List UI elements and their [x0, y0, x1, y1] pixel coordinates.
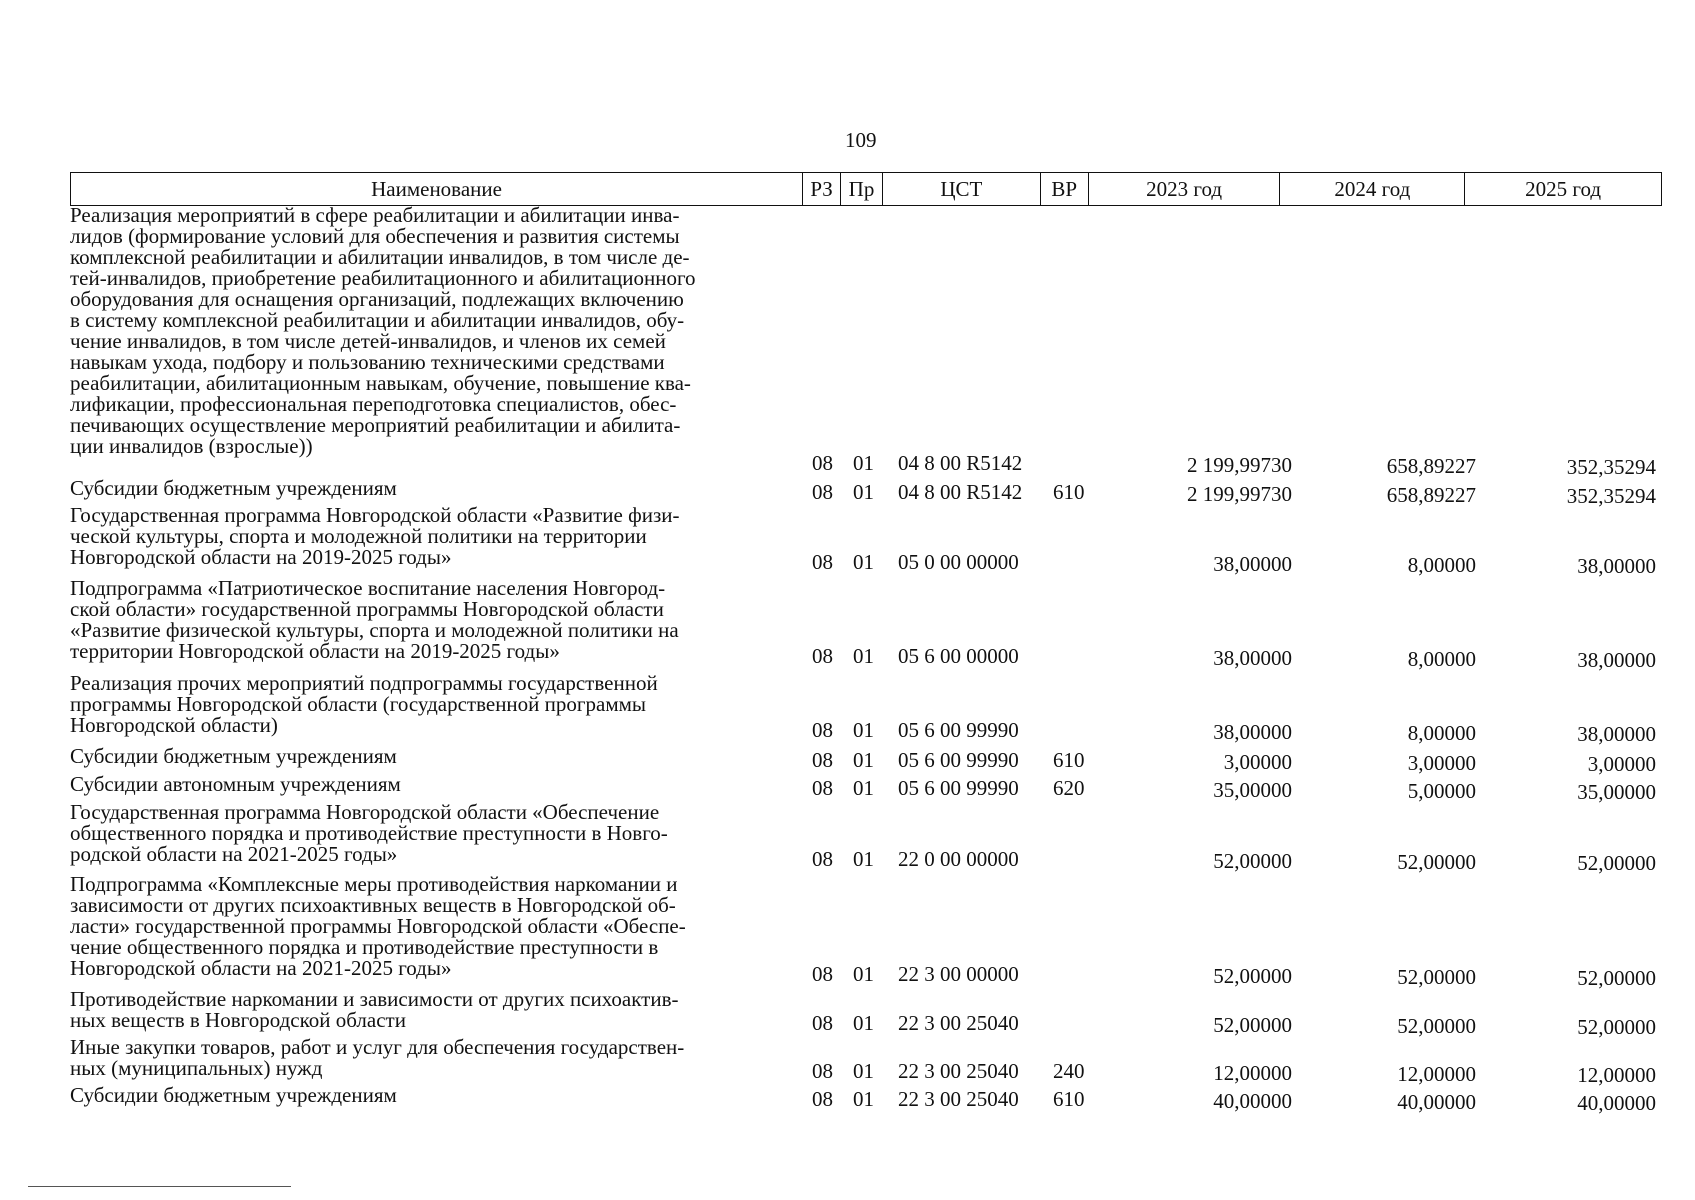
- table-row: [0, 505, 1695, 577]
- row-2025: 52,00000: [1577, 1015, 1656, 1039]
- row-cst: 22 0 00 00000: [898, 847, 1019, 871]
- row-name: Субсидии бюджетным учреждениям: [70, 1083, 397, 1107]
- header-2025: 2025 год: [1525, 176, 1602, 201]
- row-2024: 8,00000: [1407, 721, 1476, 745]
- row-cst: 05 0 00 00000: [898, 550, 1019, 574]
- row-rz: 08: [812, 451, 833, 475]
- row-pr: 01: [853, 748, 874, 772]
- row-2023: 52,00000: [1213, 849, 1292, 873]
- row-pr: 01: [853, 776, 874, 800]
- row-2024: 52,00000: [1397, 850, 1476, 874]
- table-row: [0, 744, 1695, 776]
- row-cst: 22 3 00 25040: [898, 1059, 1019, 1083]
- table-row: [0, 1037, 1695, 1085]
- table-row: [0, 673, 1695, 745]
- row-2025: 38,00000: [1577, 722, 1656, 746]
- row-2025: 352,35294: [1566, 455, 1656, 479]
- row-rz: 08: [812, 748, 833, 772]
- row-2025: 38,00000: [1577, 554, 1656, 578]
- row-name: Государственная программа Новгородской области «Развитие физи- ческой культуры, спорта и молодежной политики на территории Новгородской области на 2019-2025 годы»: [70, 503, 680, 569]
- row-cst: 22 3 00 25040: [898, 1011, 1019, 1035]
- header-2024: 2024 год: [1280, 173, 1465, 205]
- table-header: [70, 172, 1662, 206]
- row-2023: 52,00000: [1213, 964, 1292, 988]
- row-2023: 2 199,99730: [1187, 482, 1292, 506]
- row-2023: 3,00000: [1223, 750, 1292, 774]
- row-2025: 12,00000: [1577, 1063, 1656, 1087]
- row-pr: 01: [853, 644, 874, 668]
- header-vr: ВР: [1041, 173, 1089, 205]
- row-name: Противодействие наркомании и зависимости от других психоактив- ных веществ в Новгородской области: [70, 987, 679, 1032]
- footer-rule: [28, 1186, 291, 1187]
- row-cst: 05 6 00 99990: [898, 776, 1019, 800]
- row-2023: 2 199,99730: [1187, 453, 1292, 477]
- row-cst: 04 8 00 R5142: [898, 451, 1023, 475]
- row-pr: 01: [853, 451, 874, 475]
- header-rz: РЗ: [803, 173, 841, 205]
- row-pr: 01: [853, 1059, 874, 1083]
- row-pr: 01: [853, 1087, 874, 1111]
- page-number: 109: [845, 128, 877, 152]
- row-vr: 240: [1053, 1059, 1085, 1083]
- table-row: [0, 578, 1695, 672]
- row-2023: 38,00000: [1213, 720, 1292, 744]
- row-name: Подпрограмма «Патриотическое воспитание населения Новгород- ской области» государственной программы Новгородской области «Развитие физической культуры, спорта и молодежной политики на территории Новгородской области на 2019-2025 годы»: [70, 576, 679, 663]
- row-name: Субсидии автономным учреждениям: [70, 772, 401, 796]
- row-name: Подпрограмма «Комплексные меры противодействия наркомании и зависимости от других психоактивных веществ в Новгородской об- ласти» государственной программы Новгородской области «Обеспе- чение общественного порядка и противодействие преступности в Новгородской области на 2021-2025 годы»: [70, 872, 686, 980]
- row-cst: 05 6 00 00000: [898, 644, 1019, 668]
- table-row: [0, 772, 1695, 804]
- row-rz: 08: [812, 962, 833, 986]
- row-2025: 35,00000: [1577, 780, 1656, 804]
- row-cst: 22 3 00 25040: [898, 1087, 1019, 1111]
- row-2024: 3,00000: [1407, 751, 1476, 775]
- row-2024: 8,00000: [1407, 553, 1476, 577]
- header-name: Наименование: [71, 173, 803, 205]
- row-cst: 05 6 00 99990: [898, 718, 1019, 742]
- row-rz: 08: [812, 1011, 833, 1035]
- row-2024: 52,00000: [1397, 1014, 1476, 1038]
- row-name: Иные закупки товаров, работ и услуг для обеспечения государствен- ных (муниципальных) нужд: [70, 1035, 685, 1080]
- row-rz: 08: [812, 644, 833, 668]
- row-rz: 08: [812, 776, 833, 800]
- row-2023: 52,00000: [1213, 1013, 1292, 1037]
- row-2023: 38,00000: [1213, 646, 1292, 670]
- row-vr: 610: [1053, 1087, 1085, 1111]
- row-name: Государственная программа Новгородской области «Обеспечение общественного порядка и противодействие преступности в Новго- родской области на 2021-2025 годы»: [70, 800, 668, 866]
- table-row: [0, 203, 1695, 479]
- row-2024: 52,00000: [1397, 965, 1476, 989]
- row-2023: 40,00000: [1213, 1089, 1292, 1113]
- table-row: [0, 874, 1695, 988]
- row-vr: 610: [1053, 748, 1085, 772]
- row-name: Реализация мероприятий в сфере реабилитации и абилитации инва- лидов (формирование условий для обеспечения и развития системы комплексной реабилитации и абилитации инвалидов, в том числе де- тей-инвалидов, приобретение реабилитационного и абилитационного оборудования для оснащения организаций, подлежащих включению в систему комплексной реабилитации и абилитации инвалидов, обу- чение инвалидов, в том числе детей-инвалидов, и членов их семей навыкам ухода, подбору и пользованию техническими средствами реабилитации, абилитационным навыкам, обучение, повышение ква- лификации, профессиональная переподготовка специалистов, обес- печивающих осуществление мероприятий реабилитации и абилита- ции инвалидов (взрослые)): [70, 203, 696, 458]
- row-pr: 01: [853, 1011, 874, 1035]
- row-vr: 620: [1053, 776, 1085, 800]
- row-pr: 01: [853, 962, 874, 986]
- row-cst: 05 6 00 99990: [898, 748, 1019, 772]
- row-2025: 352,35294: [1566, 484, 1656, 508]
- row-name: Субсидии бюджетным учреждениям: [70, 744, 397, 768]
- row-2025: 38,00000: [1577, 648, 1656, 672]
- row-2023: 35,00000: [1213, 778, 1292, 802]
- table-row: [0, 476, 1695, 508]
- row-2024: 40,00000: [1397, 1090, 1476, 1114]
- row-vr: 610: [1053, 480, 1085, 504]
- row-2023: 38,00000: [1213, 552, 1292, 576]
- header-pr: Пр: [841, 173, 883, 205]
- row-2025: 3,00000: [1587, 752, 1656, 776]
- table-row: [0, 802, 1695, 874]
- row-rz: 08: [812, 550, 833, 574]
- table-row: [0, 1083, 1695, 1115]
- row-2023: 12,00000: [1213, 1061, 1292, 1085]
- row-pr: 01: [853, 718, 874, 742]
- row-2024: 658,89227: [1386, 454, 1476, 478]
- table-row: [0, 989, 1695, 1037]
- row-cst: 04 8 00 R5142: [898, 480, 1023, 504]
- row-pr: 01: [853, 480, 874, 504]
- row-name: Субсидии бюджетным учреждениям: [70, 476, 397, 500]
- row-cst: 22 3 00 00000: [898, 962, 1019, 986]
- row-name: Реализация прочих мероприятий подпрограммы государственной программы Новгородской области (государственной программы Новгородской области): [70, 671, 658, 737]
- header-2023: 2023 год: [1089, 173, 1281, 205]
- row-pr: 01: [853, 847, 874, 871]
- row-2025: 52,00000: [1577, 966, 1656, 990]
- row-rz: 08: [812, 1087, 833, 1111]
- row-2025: 52,00000: [1577, 851, 1656, 875]
- row-2024: 5,00000: [1407, 779, 1476, 803]
- row-rz: 08: [812, 480, 833, 504]
- row-rz: 08: [812, 1059, 833, 1083]
- row-2024: 12,00000: [1397, 1062, 1476, 1086]
- row-pr: 01: [853, 550, 874, 574]
- row-rz: 08: [812, 847, 833, 871]
- row-rz: 08: [812, 718, 833, 742]
- row-2024: 658,89227: [1386, 483, 1476, 507]
- row-2025: 40,00000: [1577, 1091, 1656, 1115]
- header-cst: ЦСТ: [883, 173, 1041, 205]
- row-2024: 8,00000: [1407, 647, 1476, 671]
